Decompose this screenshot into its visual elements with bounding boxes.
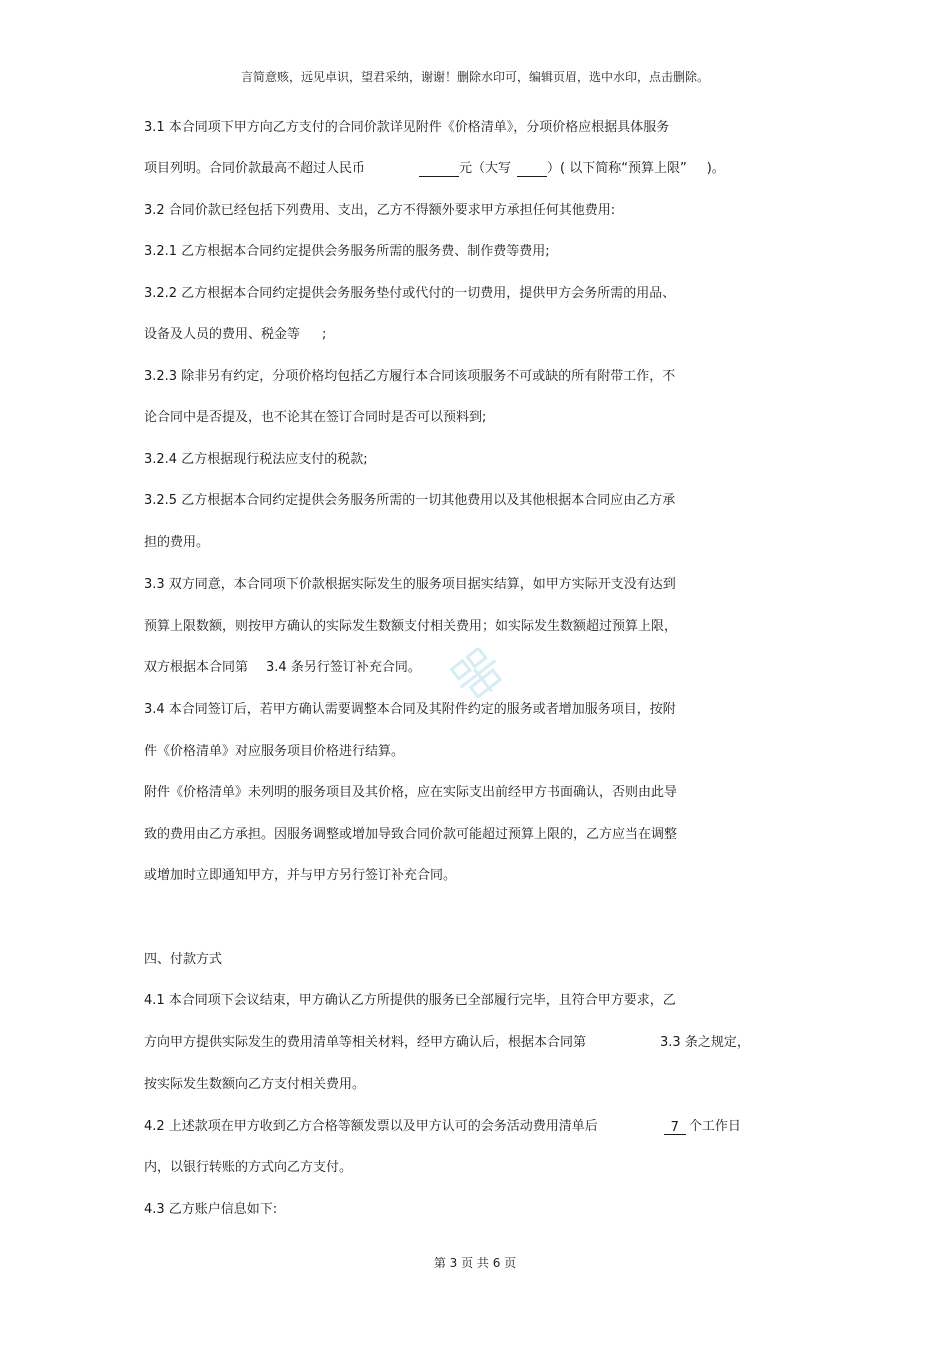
clause-3-1-line1: 3.1 本合同项下甲方向乙方支付的合同价款详见附件《价格清单》，分项价格应根据具体服务 bbox=[144, 120, 670, 135]
clause-3-1-line2 bbox=[144, 161, 725, 177]
clause-3-3-line3 bbox=[144, 660, 421, 676]
appendix-note-line3: 或增加时立即通知甲方，并与甲方另行签订补充合同。 bbox=[144, 868, 457, 883]
clause-4-2-line1 bbox=[144, 1119, 741, 1135]
clause-3-2-2-line2 bbox=[144, 327, 326, 343]
clause-4-3: 4.3 乙方账户信息如下: bbox=[144, 1202, 278, 1217]
page-footer: 第 3 页 共 6 页 bbox=[433, 1256, 517, 1270]
clause-ref-3-3: 3.3 条之规定， bbox=[660, 1035, 750, 1050]
clause-4-2-line2: 内，以银行转账的方式向乙方支付。 bbox=[144, 1160, 353, 1175]
clause-3-2-3-line2: 论合同中是否提及，也不论其在签订合同时是否可以预料到; bbox=[144, 410, 487, 425]
watermark-logo bbox=[448, 648, 508, 700]
working-days-value: 7 bbox=[664, 1120, 686, 1135]
budget-cap-label: ）( 以下简称“预算上限” bbox=[547, 161, 687, 176]
clause-3-2: 3.2 合同价款已经包括下列费用、支出，乙方不得额外要求甲方承担任何其他费用: bbox=[144, 203, 616, 218]
clause-3-2-5-line2: 担的费用。 bbox=[144, 535, 210, 550]
clause-3-3-line1: 3.3 双方同意，本合同项下价款根据实际发生的服务项目据实结算，如甲方实际开支没有达到 bbox=[144, 577, 676, 592]
clause-3-1-text: 项目列明。合同价款最高不超过人民币 bbox=[144, 161, 366, 176]
clause-3-2-1: 3.2.1 乙方根据本合同约定提供会务服务所需的服务费、制作费等费用; bbox=[144, 244, 550, 259]
clause-3-3-line2: 预算上限数额，则按甲方确认的实际发生数额支付相关费用；如实际发生数额超过预算上限， bbox=[144, 619, 678, 634]
clause-4-1-line2 bbox=[144, 1035, 750, 1051]
clause-3-3-text: 双方根据本合同第 bbox=[144, 660, 249, 675]
clause-3-2-3-line1: 3.2.3 除非另有约定，分项价格均包括乙方履行本合同该项服务不可或缺的所有附带工作，不 bbox=[144, 369, 676, 384]
amount-uppercase-blank bbox=[517, 162, 547, 177]
clause-3-2-5-line1: 3.2.5 乙方根据本合同约定提供会务服务所需的一切其他费用以及其他根据本合同应由乙方承 bbox=[144, 493, 676, 508]
clause-3-2-2-text: 设备及人员的费用、税金等 bbox=[144, 327, 301, 342]
page-header: 言简意赅，远见卓识，望君采纳，谢谢！删除水印可，编辑页眉，选中水印，点击删除。 bbox=[240, 70, 709, 84]
clause-3-2-4: 3.2.4 乙方根据现行税法应支付的税款; bbox=[144, 452, 368, 467]
clause-4-1-line1: 4.1 本合同项下会议结束，甲方确认乙方所提供的服务已全部履行完毕，且符合甲方要求，乙 bbox=[144, 993, 676, 1008]
clause-3-4-line2: 件《价格清单》对应服务项目价格进行结算。 bbox=[144, 744, 405, 759]
clause-4-1-line3: 按实际发生数额向乙方支付相关费用。 bbox=[144, 1077, 366, 1092]
closing-paren: )。 bbox=[706, 161, 725, 176]
clause-4-1-text: 方向甲方提供实际发生的费用清单等相关材料，经甲方确认后，根据本合同第 bbox=[144, 1035, 587, 1050]
clause-ref-3-4: 3.4 条另行签订补充合同。 bbox=[266, 660, 421, 675]
working-days-label: 个工作日 bbox=[688, 1119, 741, 1134]
semicolon: ; bbox=[322, 327, 327, 342]
clause-4-2-text: 4.2 上述款项在甲方收到乙方合格等额发票以及甲方认可的会务活动费用清单后 bbox=[144, 1119, 598, 1134]
clause-3-4-line1: 3.4 本合同签订后，若甲方确认需要调整本合同及其附件约定的服务或者增加服务项目，按附 bbox=[144, 702, 676, 717]
clause-3-2-2-line1: 3.2.2 乙方根据本合同约定提供会务服务垫付或代付的一切费用，提供甲方会务所需的用品、 bbox=[144, 286, 676, 301]
appendix-note-line2: 致的费用由乙方承担。因服务调整或增加导致合同价款可能超过预算上限的，乙方应当在调整 bbox=[144, 827, 678, 842]
amount-uppercase-label: 元（大写 bbox=[459, 161, 512, 176]
amount-blank bbox=[419, 162, 459, 177]
section-heading-payment: 四、付款方式 bbox=[144, 952, 223, 967]
appendix-note-line1: 附件《价格清单》未列明的服务项目及其价格，应在实际支出前经甲方书面确认，否则由此导 bbox=[144, 785, 678, 800]
